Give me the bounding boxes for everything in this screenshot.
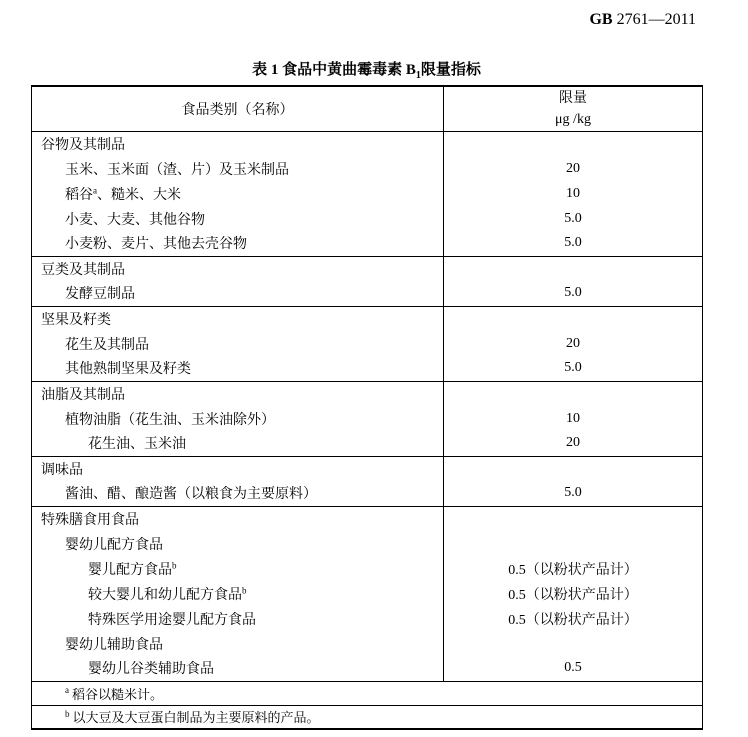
table-row <box>32 356 703 381</box>
table-row <box>32 181 703 206</box>
food-category-cell <box>32 631 444 656</box>
food-name-text: 坚果及籽类 <box>41 312 111 328</box>
food-name-text: 婴幼儿辅助食品 <box>65 637 163 653</box>
limit-cell: 0.5 <box>564 660 582 676</box>
food-name-text: 花生及其制品 <box>65 337 149 353</box>
food-category-cell <box>32 156 444 181</box>
footnote-row <box>32 681 703 705</box>
food-category-cell <box>32 381 444 406</box>
food-name-text: 豆类及其制品 <box>41 262 125 278</box>
table-row <box>32 656 703 681</box>
food-category-cell <box>32 281 444 306</box>
food-name-text: 较大婴儿和幼儿配方食品 <box>88 587 242 603</box>
food-name-text: 稻谷 <box>65 187 93 203</box>
food-name-text: 油脂及其制品 <box>41 387 125 403</box>
footnote-marker: b <box>172 559 177 570</box>
food-category-cell <box>32 256 444 281</box>
food-category-cell <box>32 331 444 356</box>
table-row <box>32 456 703 481</box>
table-row <box>32 256 703 281</box>
footnote-a <box>32 681 703 705</box>
standard-code <box>589 11 696 29</box>
food-category-cell <box>32 181 444 206</box>
footnote-marker: b <box>65 708 70 719</box>
limit-cell <box>444 131 703 156</box>
limit-cell <box>444 456 703 481</box>
limit-header-unit: μg /kg <box>555 111 591 127</box>
table-row <box>32 631 703 656</box>
standard-code-number: 2761—2011 <box>616 11 696 28</box>
food-name-text: 酱油、醋、酿造酱（以粮食为主要原料） <box>65 487 317 503</box>
food-name-text: 谷物及其制品 <box>41 137 125 153</box>
table-row <box>32 231 703 256</box>
food-name-text: 小麦、大麦、其他谷物 <box>65 212 205 228</box>
table-row <box>32 381 703 406</box>
table-row <box>32 406 703 431</box>
footnote-marker: b <box>242 584 247 595</box>
food-name-text: 花生油、玉米油 <box>88 437 186 453</box>
food-category-cell <box>32 531 444 556</box>
footnote-row <box>32 705 703 729</box>
limit-cell: 10 <box>566 410 580 426</box>
limit-cell: 0.5（以粉状产品计） <box>508 612 638 628</box>
footnote-marker: a <box>65 685 69 696</box>
food-name-text: 婴幼儿配方食品 <box>65 537 163 553</box>
limit-cell: 0.5（以粉状产品计） <box>508 562 638 578</box>
food-name-text: 特殊膳食用食品 <box>41 512 139 528</box>
limit-cell <box>444 531 703 556</box>
table-row <box>32 506 703 531</box>
limit-cell: 10 <box>566 185 580 201</box>
table-row <box>32 531 703 556</box>
limit-cell <box>444 381 703 406</box>
food-name-text: 发酵豆制品 <box>65 287 135 303</box>
food-name-text: 小麦粉、麦片、其他去壳谷物 <box>65 237 247 253</box>
food-name-text: 、糙米、大米 <box>97 187 181 203</box>
footnote-text: 以大豆及大豆蛋白制品为主要原料的产品。 <box>72 710 320 726</box>
table-row <box>32 331 703 356</box>
footnote-text: 稻谷以糙米计。 <box>72 686 164 702</box>
food-category-cell <box>32 356 444 381</box>
food-name-text: 玉米、玉米面（渣、片）及玉米制品 <box>65 162 289 178</box>
table-row <box>32 581 703 606</box>
food-category-cell <box>32 206 444 231</box>
food-category-cell <box>32 506 444 531</box>
food-name-text: 婴儿配方食品 <box>88 562 172 578</box>
table-title-subscript: 1 <box>415 70 421 81</box>
limit-cell: 5.0 <box>564 285 582 301</box>
limit-cell: 20 <box>566 435 580 451</box>
column-header-food-category: 食品类别（名称） <box>32 86 444 131</box>
table-row <box>32 606 703 631</box>
limit-cell: 20 <box>566 160 580 176</box>
limit-cell <box>444 631 703 656</box>
table-row <box>32 156 703 181</box>
footnote-marker: a <box>93 184 97 195</box>
limit-cell: 5.0 <box>564 360 582 376</box>
food-category-cell <box>32 656 444 681</box>
table-row <box>32 306 703 331</box>
food-category-cell <box>32 231 444 256</box>
table-title <box>31 58 702 81</box>
table-row <box>32 281 703 306</box>
limit-cell <box>444 306 703 331</box>
limit-cell: 5.0 <box>564 235 582 251</box>
table-row <box>32 556 703 581</box>
limit-cell <box>444 256 703 281</box>
footnote-b <box>32 705 703 729</box>
column-header-limit <box>444 86 703 131</box>
food-category-cell <box>32 131 444 156</box>
table-title-text: 表 1 食品中黄曲霉毒素 B <box>252 62 416 78</box>
limit-cell: 20 <box>566 335 580 351</box>
standard-code-prefix: GB <box>589 11 613 28</box>
table-row <box>32 481 703 506</box>
food-category-cell <box>32 456 444 481</box>
food-name-text: 婴幼儿谷类辅助食品 <box>88 662 214 678</box>
food-name-text: 特殊医学用途婴儿配方食品 <box>88 612 256 628</box>
table-row <box>32 131 703 156</box>
limit-header-label: 限量 <box>559 90 587 106</box>
limit-cell: 0.5（以粉状产品计） <box>508 587 638 603</box>
food-category-cell <box>32 556 444 581</box>
table-row <box>32 431 703 456</box>
limits-table <box>31 85 703 730</box>
food-category-cell <box>32 406 444 431</box>
food-name-text: 植物油脂（花生油、玉米油除外） <box>65 412 275 428</box>
food-name-text: 调味品 <box>41 462 83 478</box>
food-category-cell <box>32 481 444 506</box>
food-category-cell <box>32 606 444 631</box>
food-category-cell <box>32 431 444 456</box>
food-name-text: 其他熟制坚果及籽类 <box>65 362 191 378</box>
food-category-cell <box>32 581 444 606</box>
limit-cell <box>444 506 703 531</box>
table-title-suffix: 限量指标 <box>420 62 481 78</box>
limit-cell: 5.0 <box>564 210 582 226</box>
table-header-row <box>32 86 703 131</box>
table-row <box>32 206 703 231</box>
limit-cell: 5.0 <box>564 485 582 501</box>
food-category-cell <box>32 306 444 331</box>
